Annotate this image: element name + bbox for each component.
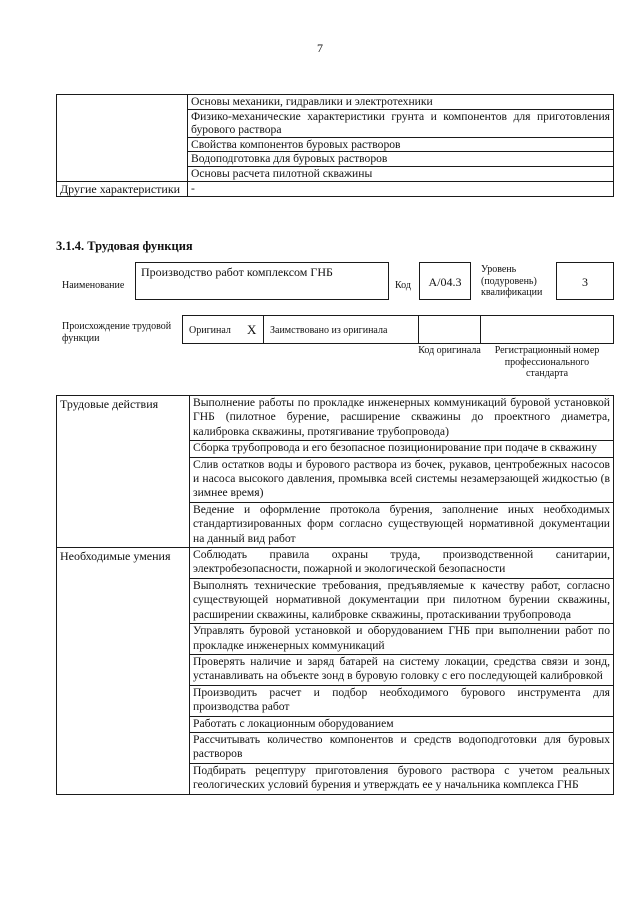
origin-original-box bbox=[182, 315, 264, 344]
other-characteristics-label: Другие характеристики bbox=[57, 181, 188, 196]
level-value: 3 bbox=[582, 275, 588, 289]
section-heading: 3.1.4. Трудовая функция bbox=[56, 239, 193, 253]
level-label: Уровень (подуровень) квалификации bbox=[481, 264, 543, 298]
code-label: Код bbox=[395, 280, 411, 291]
action-item: Сборка трубопровода и его безопасное позиционирование при подаче в скважину bbox=[190, 441, 614, 457]
knowledge-item: Основы расчета пилотной скважины bbox=[188, 166, 614, 181]
skill-item: Рассчитывать количество компонентов и средств водоподготовки для буровых растворов bbox=[190, 732, 614, 763]
level-value-box bbox=[556, 262, 614, 300]
action-item: Слив остатков воды и бурового раствора из бочек, рукавов, центробежных насосов и насоса высокого давления, промывка всей системы незамерзающей жидкостью (в зимнее время) bbox=[190, 457, 614, 502]
code-value: А/04.3 bbox=[428, 275, 462, 289]
reg-number-caption: Регистрационный номер профессионального стандарта bbox=[494, 345, 600, 379]
skill-item: Производить расчет и подбор необходимого бурового инструмента для производства работ bbox=[190, 685, 614, 716]
knowledge-table bbox=[56, 94, 614, 197]
knowledge-label-cell bbox=[57, 95, 188, 182]
function-table bbox=[56, 395, 614, 795]
actions-label: Трудовые действия bbox=[57, 396, 190, 548]
original-mark: X bbox=[247, 322, 257, 337]
knowledge-item: Свойства компонентов буровых растворов bbox=[188, 137, 614, 152]
origin-borrowed-box bbox=[263, 315, 419, 344]
knowledge-item: Основы механики, гидравлики и электротехники bbox=[188, 95, 614, 110]
knowledge-item: Водоподготовка для буровых растворов bbox=[188, 152, 614, 167]
skill-item: Выполнять технические требования, предъявляемые к качеству работ, согласно существующей нормативной документации при пилотном бурении скважины, расширении скважины, калибровке скважины, протаскивании трубопровода bbox=[190, 578, 614, 623]
origin-reg-box bbox=[480, 315, 614, 344]
action-item: Ведение и оформление протокола бурения, заполнение иных необходимых стандартизированных форм согласно существующей нормативной документации на данный вид работ bbox=[190, 502, 614, 547]
other-characteristics-value: - bbox=[188, 181, 614, 196]
action-item: Выполнение работы по прокладке инженерных коммуникаций буровой установкой ГНБ (пилотное бурение, расширение скважины до проектного диаметра, калибровка скважины, протягивание трубопровода) bbox=[190, 396, 614, 441]
knowledge-item: Физико-механические характеристики грунта и компонентов для приготовления бурового раствора bbox=[188, 109, 614, 137]
table-row bbox=[57, 548, 614, 579]
skill-item: Подбирать рецептуру приготовления бурового раствора с учетом реальных геологических условий бурения и утверждать ее у начальника комплекса ГНБ bbox=[190, 763, 614, 794]
name-label: Наименование bbox=[62, 280, 125, 291]
origin-code-box bbox=[418, 315, 481, 344]
table-row bbox=[57, 181, 614, 196]
original-label: Оригинал bbox=[189, 325, 231, 336]
page-number: 7 bbox=[317, 41, 323, 55]
skill-item: Проверять наличие и заряд батарей на систему локации, средства связи и зонд, устанавливать на объекте зонд в буровую головку с его последующей калибровкой bbox=[190, 654, 614, 685]
code-original-caption: Код оригинала bbox=[418, 345, 481, 356]
skill-item: Соблюдать правила охраны труда, производственной санитарии, электробезопасности, пожарной и экологической безопасности bbox=[190, 548, 614, 579]
code-value-box bbox=[419, 262, 471, 300]
borrowed-label: Заимствовано из оригинала bbox=[270, 325, 388, 336]
table-row bbox=[57, 95, 614, 110]
skills-label: Необходимые умения bbox=[57, 548, 190, 795]
skill-item: Работать с локационным оборудованием bbox=[190, 716, 614, 732]
origin-label: Происхождение трудовой функции bbox=[62, 321, 172, 344]
name-value-box bbox=[135, 262, 389, 300]
table-row bbox=[57, 396, 614, 441]
skill-item: Управлять буровой установкой и оборудованием ГНБ при выполнении работ по прокладке инженерных коммуникаций bbox=[190, 624, 614, 655]
name-value: Производство работ комплексом ГНБ bbox=[141, 265, 333, 279]
